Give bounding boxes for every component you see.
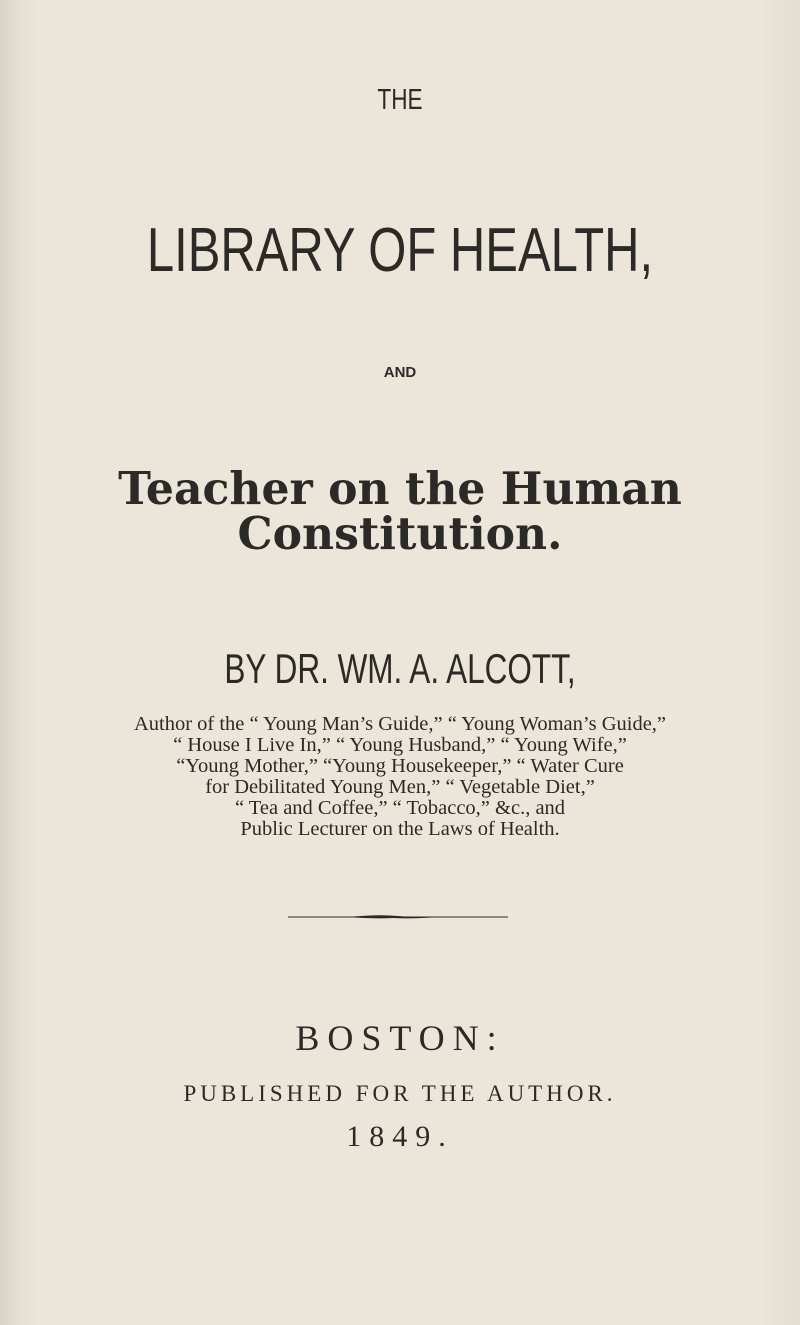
credits-line-3: “Young Mother,” “Young Housekeeper,” “ Water Cure (176, 755, 624, 777)
publication-place: BOSTON: (295, 1018, 505, 1058)
credits-line-1: Author of the “ Young Man’s Guide,” “ Young Woman’s Guide,” (133, 713, 667, 735)
credits-line-5: “ Tea and Coffee,” “ Tobacco,” &c., and (234, 797, 566, 819)
publisher-line: PUBLISHED FOR THE AUTHOR. (183, 1081, 617, 1106)
decorative-rule (288, 913, 508, 921)
main-title: LIBRARY OF HEALTH, (146, 216, 654, 285)
publication-year: 1849. (346, 1120, 454, 1153)
heading-the: THE (377, 84, 423, 116)
credits-line-6: Public Lecturer on the Laws of Health. (240, 818, 560, 840)
credits-line-4: for Debilitated Young Men,” “ Vegetable Diet,” (205, 776, 595, 798)
author-line: BY DR. WM. A. ALCOTT, (224, 645, 576, 692)
author-credits (0, 714, 800, 840)
subtitle: Teacher on the Human Constitution. (118, 462, 682, 560)
heading-and: AND (383, 364, 417, 381)
credits-line-2: “ House I Live In,” “ Young Husband,” “ Young Wife,” (173, 734, 627, 756)
